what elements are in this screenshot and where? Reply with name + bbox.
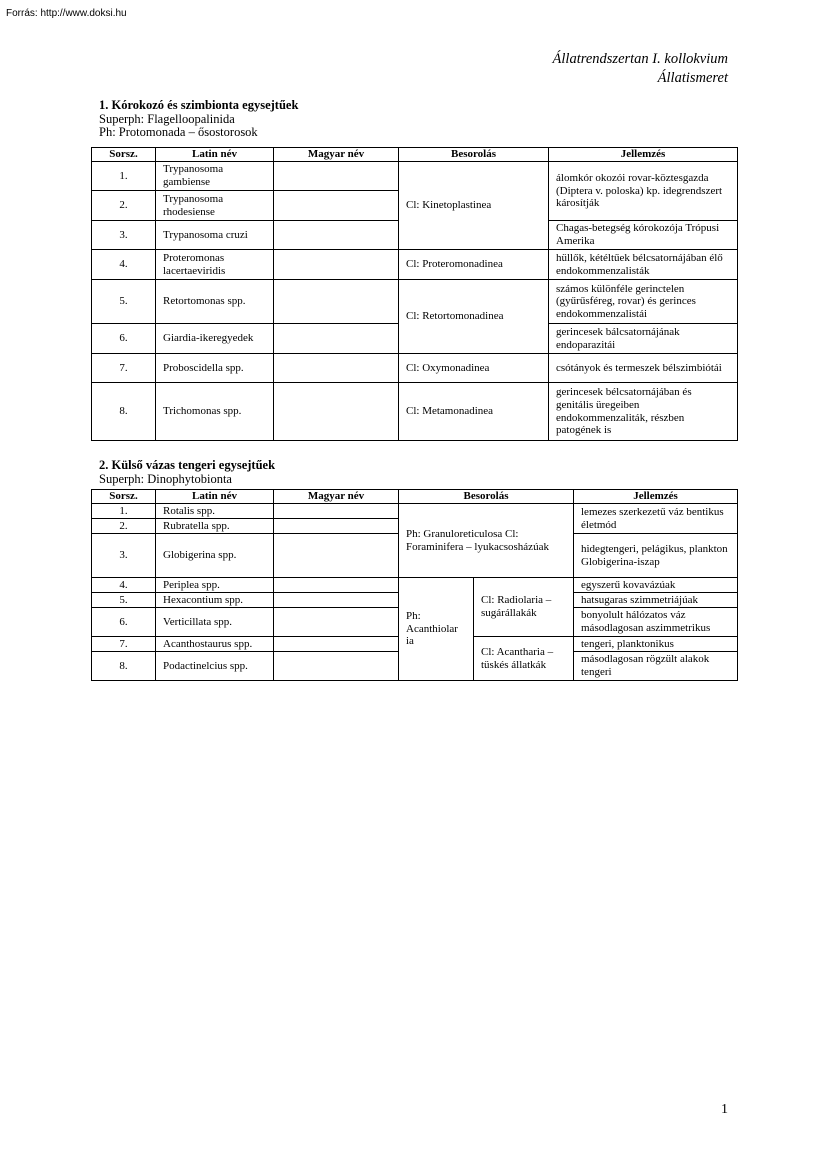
row-magyar: [274, 162, 399, 191]
col-sorsz: Sorsz.: [92, 148, 156, 162]
section2-heading: [99, 459, 275, 486]
col-latin: Latin név: [156, 148, 274, 162]
col-magyar: Magyar név: [274, 148, 399, 162]
row-besorolas-ph: Ph: Acanthiolar ia: [399, 578, 474, 681]
col-jellemzes: Jellemzés: [574, 490, 738, 504]
row-jellemzes: gerincesek bálcsatornájának endoparazitái: [549, 324, 738, 354]
row-latin: Giardia-ikeregyedek: [156, 324, 274, 354]
row-magyar: [274, 578, 399, 593]
section1-ph: Ph: Protomonada – ősostorosok: [99, 125, 258, 139]
col-latin: Latin név: [156, 490, 274, 504]
row-besorolas: Cl: Retortomonadinea: [399, 280, 549, 354]
row-latin: Trichomonas spp.: [156, 383, 274, 441]
row-besorolas-cl: Cl: Acantharia – tüskés állatkák: [474, 637, 574, 681]
col-sorsz: Sorsz.: [92, 490, 156, 504]
row-num: 4.: [92, 250, 156, 280]
row-magyar: [274, 608, 399, 637]
source-url: Forrás: http://www.doksi.hu: [6, 8, 127, 19]
row-magyar: [274, 250, 399, 280]
section1-title: 1. Kórokozó és szimbionta egysejtűek: [99, 98, 299, 112]
row-magyar: [274, 221, 399, 250]
row-jellemzes: csótányok és termeszek bélszimbiótái: [549, 354, 738, 383]
section2-superph: Superph: Dinophytobionta: [99, 471, 232, 486]
table-row: [92, 250, 738, 280]
row-latin: Rotalis spp.: [156, 504, 274, 519]
row-besorolas-cl: Cl: Radiolaria – sugárállakák: [474, 578, 574, 637]
row-jellemzes: bonyolult hálózatos váz másodlagosan aszimmetrikus: [574, 608, 738, 637]
section1-heading: [99, 99, 298, 140]
table-header-row: [92, 148, 738, 162]
row-magyar: [274, 593, 399, 608]
row-jellemzes: tengeri, planktonikus: [574, 637, 738, 652]
row-magyar: [274, 637, 399, 652]
row-magyar: [274, 504, 399, 519]
row-num: 2.: [92, 191, 156, 221]
row-latin: Trypanosoma cruzi: [156, 221, 274, 250]
col-besorolas: Besorolás: [399, 490, 574, 504]
table-row: [92, 162, 738, 191]
row-num: 1.: [92, 162, 156, 191]
row-latin: Rubratella spp.: [156, 519, 274, 534]
row-num: 7.: [92, 637, 156, 652]
table-header-row: [92, 490, 738, 504]
row-jellemzes: egyszerű kovavázúak: [574, 578, 738, 593]
row-magyar: [274, 191, 399, 221]
row-num: 5.: [92, 593, 156, 608]
row-num: 4.: [92, 578, 156, 593]
row-besorolas: Cl: Kinetoplastinea: [399, 162, 549, 250]
row-jellemzes: hüllők, kétéltűek bélcsatornájában élő endokommenzalisták: [549, 250, 738, 280]
row-num: 8.: [92, 652, 156, 681]
row-num: 1.: [92, 504, 156, 519]
page-number: 1: [721, 1102, 728, 1117]
section1-superph: Superph: Flagelloopalinida: [99, 111, 235, 126]
row-jellemzes: másodlagosan rögzült alakok tengeri: [574, 652, 738, 681]
row-magyar: [274, 652, 399, 681]
row-latin: Podactinelcius spp.: [156, 652, 274, 681]
row-magyar: [274, 383, 399, 441]
course-subtitle: Állatismeret: [657, 70, 728, 86]
section1-table: [91, 147, 738, 441]
row-latin: Periplea spp.: [156, 578, 274, 593]
table-row: [92, 354, 738, 383]
row-jellemzes: lemezes szerkezetű váz bentikus életmód: [574, 504, 738, 534]
row-latin: Trypanosoma gambiense: [156, 162, 274, 191]
section2-table: [91, 489, 738, 681]
row-jellemzes: álomkór okozói rovar-köztesgazda (Diptera v. poloska) kp. idegrendszert károsítják: [549, 162, 738, 221]
table-row: [92, 504, 738, 519]
row-besorolas: Cl: Metamonadinea: [399, 383, 549, 441]
row-num: 6.: [92, 324, 156, 354]
row-num: 8.: [92, 383, 156, 441]
row-num: 2.: [92, 519, 156, 534]
row-num: 6.: [92, 608, 156, 637]
row-latin: Retortomonas spp.: [156, 280, 274, 324]
row-latin: Hexacontium spp.: [156, 593, 274, 608]
row-num: 5.: [92, 280, 156, 324]
row-jellemzes: hatsugaras szimmetriájúak: [574, 593, 738, 608]
section2-title: 2. Külső vázas tengeri egysejtűek: [99, 458, 276, 472]
table-row: [92, 578, 738, 593]
row-latin: Verticillata spp.: [156, 608, 274, 637]
row-latin: Proteromonas lacertaeviridis: [156, 250, 274, 280]
row-magyar: [274, 324, 399, 354]
row-latin: Proboscidella spp.: [156, 354, 274, 383]
row-magyar: [274, 534, 399, 578]
row-magyar: [274, 280, 399, 324]
row-besorolas: Ph: Granuloreticulosa Cl: Foraminifera – lyukacsosházúak: [399, 504, 574, 578]
table-row: [92, 280, 738, 324]
row-jellemzes: Chagas-betegség kórokozója Trópusi Amerika: [549, 221, 738, 250]
table-row: [92, 383, 738, 441]
col-besorolas: Besorolás: [399, 148, 549, 162]
col-jellemzes: Jellemzés: [549, 148, 738, 162]
course-title: Állatrendszertan I. kollokvium: [552, 51, 728, 67]
row-latin: Trypanosoma rhodesiense: [156, 191, 274, 221]
col-magyar: Magyar név: [274, 490, 399, 504]
row-latin: Globigerina spp.: [156, 534, 274, 578]
row-num: 3.: [92, 534, 156, 578]
row-magyar: [274, 354, 399, 383]
row-num: 3.: [92, 221, 156, 250]
row-jellemzes: gerincesek bélcsatornájában és genitális üregeiben endokommenzaliták, részben patogének is: [549, 383, 738, 441]
row-besorolas: Cl: Oxymonadinea: [399, 354, 549, 383]
row-besorolas: Cl: Proteromonadinea: [399, 250, 549, 280]
row-latin: Acanthostaurus spp.: [156, 637, 274, 652]
row-jellemzes: hidegtengeri, pelágikus, plankton Globigerina-iszap: [574, 534, 738, 578]
row-num: 7.: [92, 354, 156, 383]
row-magyar: [274, 519, 399, 534]
row-jellemzes: számos különféle gerinctelen (gyűrűsféreg, rovar) és gerinces endokommenzalistái: [549, 280, 738, 324]
